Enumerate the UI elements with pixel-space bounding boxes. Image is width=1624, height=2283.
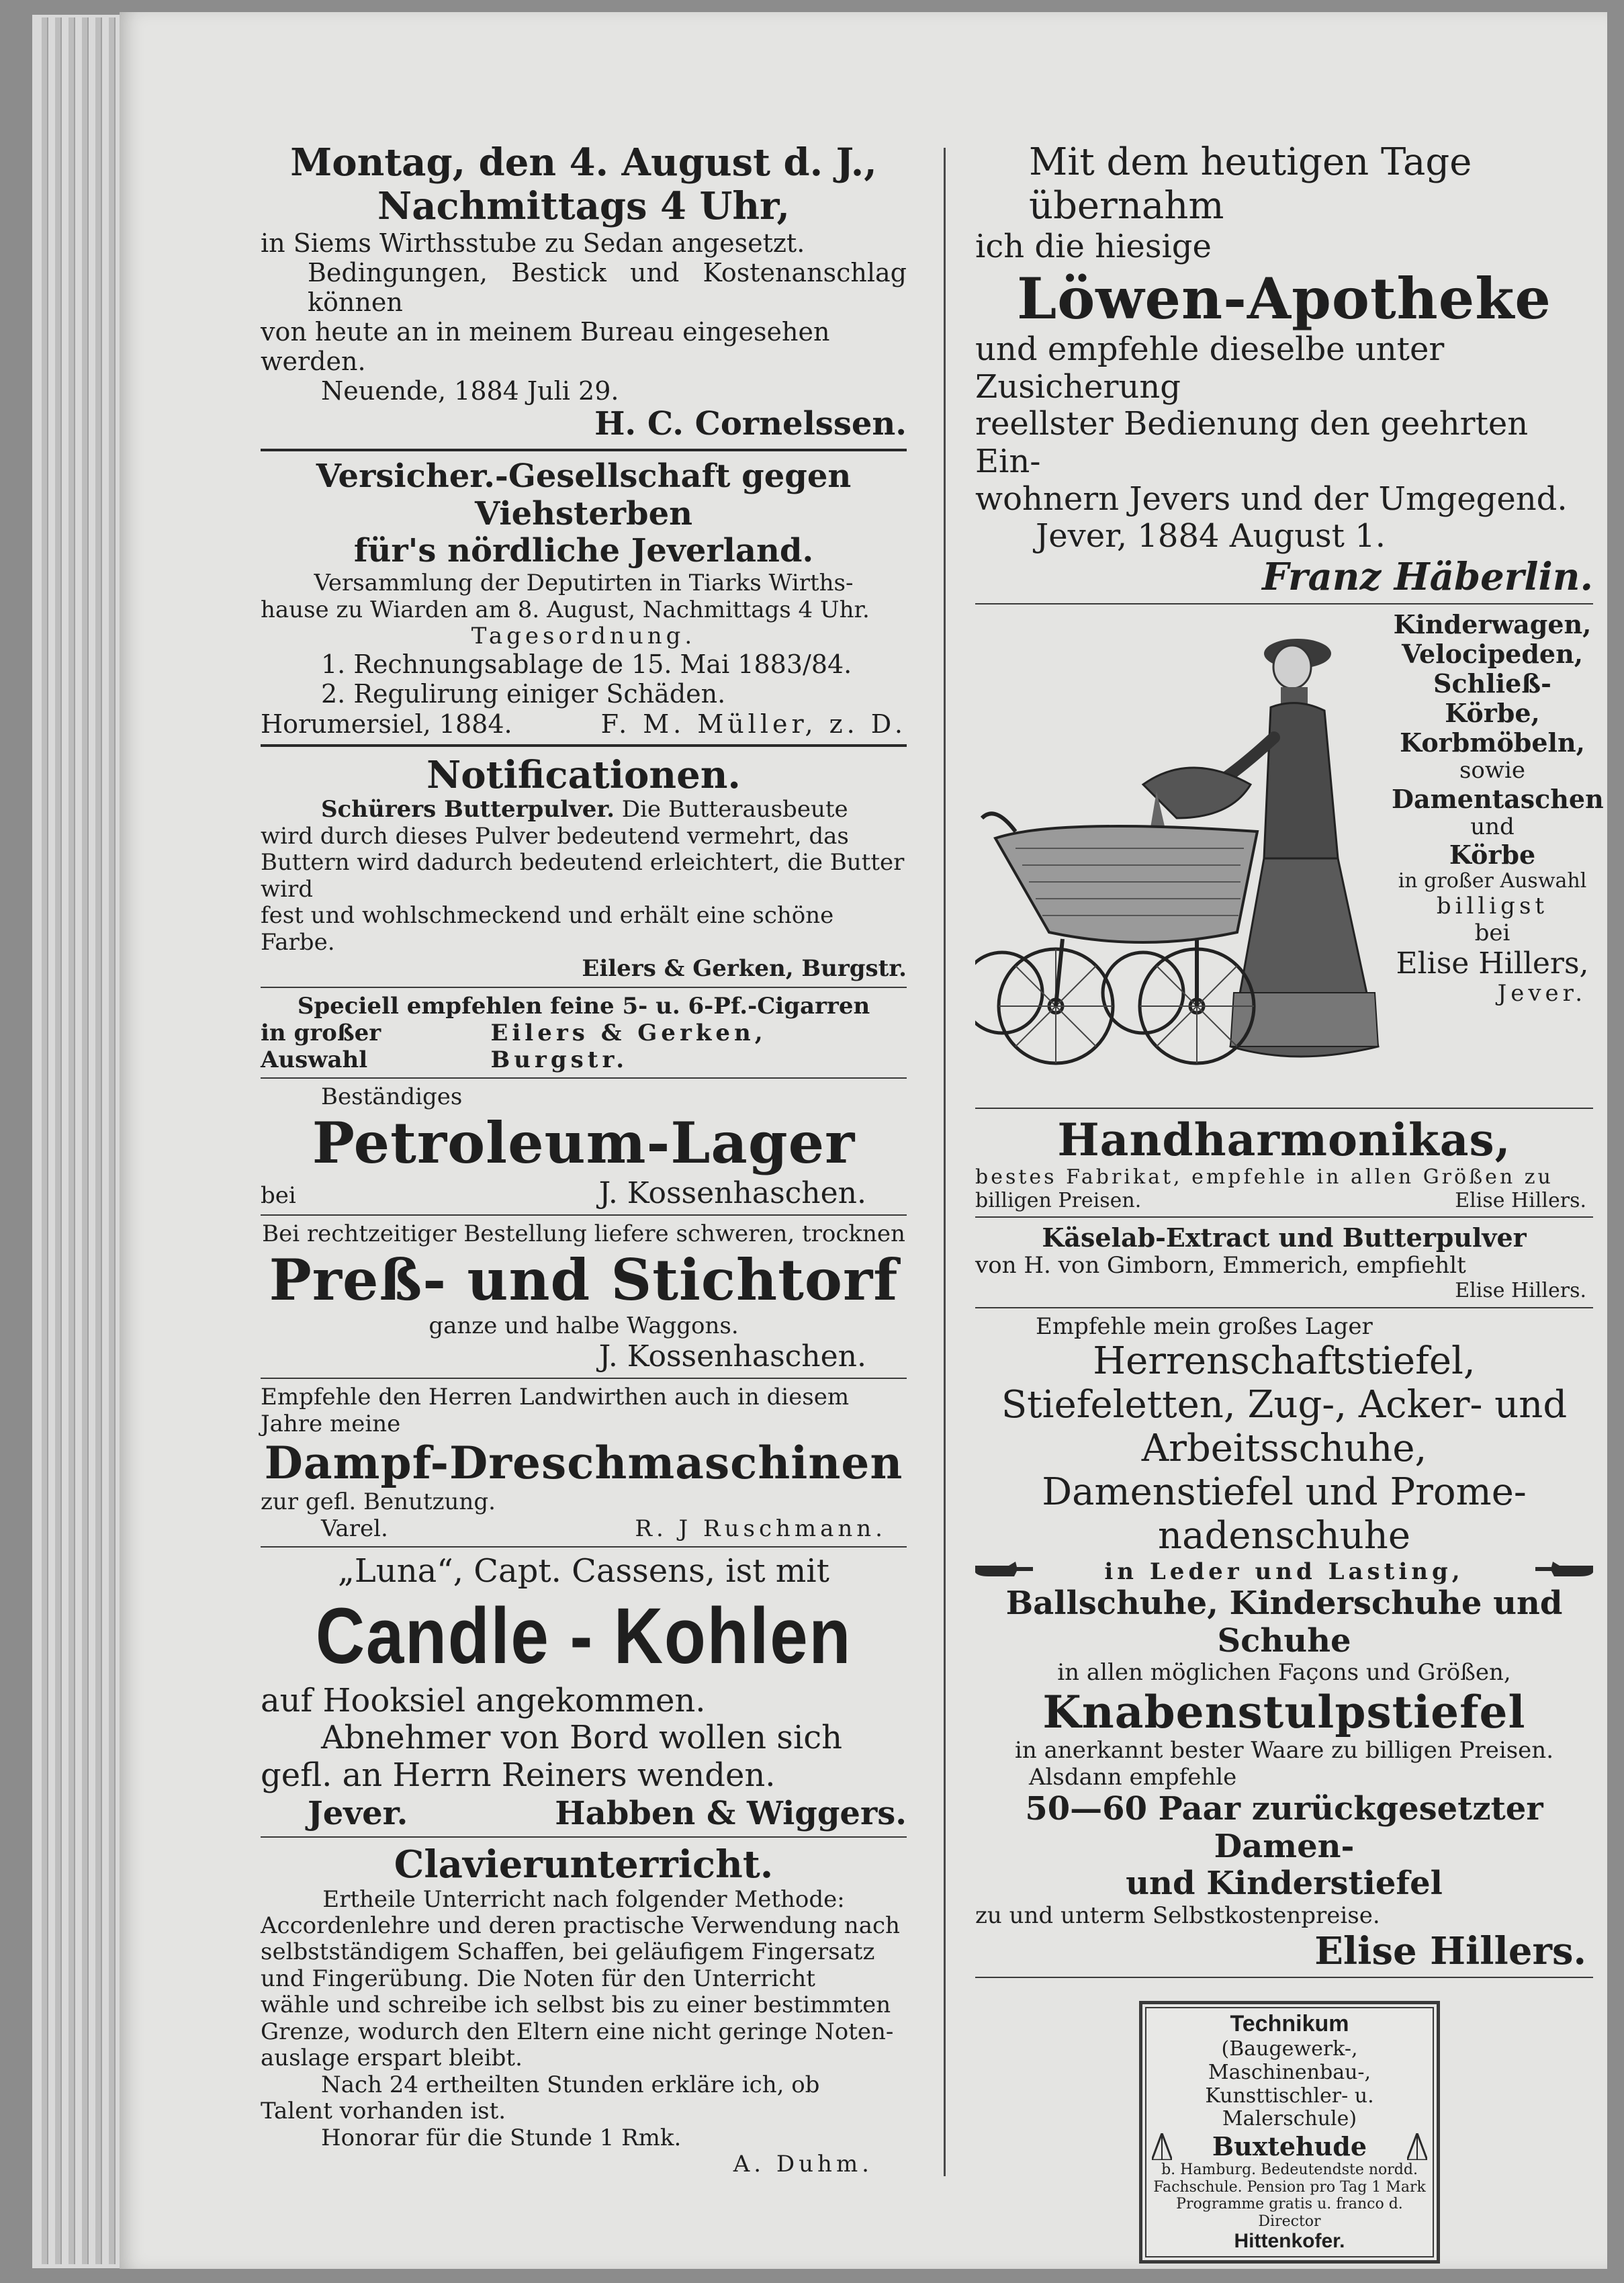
piano-title: Clavierunterricht. [394, 1842, 774, 1887]
piano-text: Grenze, wodurch den Eltern eine nicht geringe Noten- [261, 2018, 894, 2045]
rennet-text: von H. von Gimborn, Emmerich, empfiehlt [975, 1252, 1466, 1280]
piano-ad [261, 1843, 907, 2178]
boots-title: Herrenschaftstiefel, [1093, 1339, 1476, 1384]
peat-ad [261, 1221, 907, 1374]
pram-item: Schließ-Körbe, [1433, 668, 1551, 729]
piano-text: auslage erspart bleibt. [261, 2045, 523, 2072]
pram-text [1392, 609, 1604, 1008]
auction-text: Bedingungen, Bestick und Kostenanschlag können [308, 257, 907, 318]
page-edge [55, 17, 62, 2264]
technikum-text: Programme gratis u. franco d. Director [1176, 2196, 1403, 2230]
peat-text: Bei rechtzeitiger Bestellung liefere schweren, trocknen [262, 1220, 905, 1247]
technikum-director: Hittenkofer. [1234, 2230, 1345, 2253]
page-edge [69, 17, 75, 2264]
pram-place: Jever. [1497, 980, 1586, 1008]
threshing-place: Varel. [321, 1515, 388, 1543]
boots-title: Ballschuhe, Kinderschuhe und Schuhe [1005, 1584, 1563, 1660]
pharmacy-date: Jever, 1884 August 1. [1036, 517, 1386, 555]
divider [261, 744, 907, 747]
agenda-heading: Tagesordnung. [471, 622, 696, 650]
insurance-text: Versammlung der Deputirten in Tiarks Wirths- [314, 570, 854, 597]
page-edge [42, 17, 48, 2264]
petroleum-ad [261, 1084, 907, 1210]
divider [261, 987, 907, 988]
accordion-title: Handharmonikas, [1057, 1114, 1511, 1166]
peat-signature: J. Kossenhaschen. [598, 1339, 866, 1374]
boots-title: Stiefeletten, Zug-, Acker- und [1001, 1383, 1568, 1427]
divider [261, 1836, 907, 1838]
pram-text-line: und [1470, 813, 1515, 840]
boots-text: in Leder und Lasting, [1104, 1558, 1464, 1585]
peat-title: Preß- und Stichtorf [269, 1247, 899, 1314]
cigars-ad [261, 993, 907, 1073]
divider [975, 1108, 1593, 1109]
notifications-text: Buttern wird dadurch bedeutend erleichtert, die Butter wird [261, 849, 905, 903]
petroleum-at: bei [261, 1181, 296, 1209]
divider [261, 449, 907, 451]
boots-title: Knabenstulpstiefel [1042, 1685, 1526, 1738]
pram-text-line: sowie [1459, 757, 1525, 785]
boots-title: Damenstiefel und Prome- [1042, 1470, 1527, 1514]
technikum-city: Buxtehude [1212, 2131, 1367, 2162]
coal-text: auf Hooksiel angekommen. [261, 1681, 706, 1719]
peat-text: ganze und halbe Waggons. [428, 1312, 739, 1339]
insurance-signature: F. M. Müller, z. D. [600, 709, 907, 739]
technikum-ad [1139, 2001, 1440, 2263]
accordion-signature: Elise Hillers. [1455, 1189, 1586, 1213]
technikum-text: (Baugewerk-, Maschinenbau-, [1208, 2036, 1371, 2084]
piano-text: Accordenlehre und deren practische Verwendung nach [261, 1912, 900, 1940]
pram-illustration [975, 617, 1392, 1087]
rennet-ad [975, 1223, 1593, 1302]
piano-text: Nach 24 ertheilten Stunden erkläre ich, ob [321, 2071, 820, 2098]
pharmacy-text: reellster Bedienung den geehrten Ein- [975, 405, 1529, 481]
technikum-text: Fachschule. Pension pro Tag 1 Mark [1153, 2178, 1426, 2196]
technikum-emblem [1407, 2133, 1427, 2160]
auction-date-line: Neuende, 1884 Juli 29. [321, 376, 619, 406]
boots-title: Arbeitsschuhe, [1141, 1427, 1427, 1470]
pram-name: Elise Hillers, [1396, 946, 1589, 981]
auction-text: von heute an in meinem Bureau eingesehen werden. [261, 317, 830, 377]
cigars-text: Speciell empfehlen feine 5- u. 6-Pf.-Cigarren [297, 992, 870, 1020]
pharmacy-signature: Franz Häberlin. [1262, 555, 1593, 600]
divider [975, 603, 1593, 605]
rennet-signature: Elise Hillers. [1455, 1278, 1586, 1302]
piano-text: Honorar für die Stunde 1 Rmk. [321, 2124, 682, 2151]
piano-text: wähle und schreibe ich selbst bis zu einer bestimmten [261, 1991, 891, 2019]
notifications-signature: Eilers & Gerken, Burgstr. [582, 955, 907, 983]
insurance-ad [261, 458, 907, 738]
pram-text-line: in großer Auswahl [1398, 869, 1587, 893]
threshing-text: Jahre meine [261, 1410, 401, 1437]
piano-text: Ertheile Unterricht nach folgender Methode: [322, 1885, 845, 1913]
notifications-text: Die Butterausbeute [614, 796, 848, 823]
boots-ad [975, 1314, 1593, 1973]
auction-ad [261, 141, 907, 443]
coal-text: „Luna“, Capt. Cassens, ist mit [338, 1552, 829, 1591]
auction-date: Montag, den 4. August d. J., [290, 140, 877, 185]
cigars-text: in großer Auswahl [261, 1019, 381, 1073]
rennet-title: Käselab-Extract und Butterpulver [1042, 1222, 1527, 1253]
boots-text: in allen möglichen Façons und Größen, [1057, 1659, 1511, 1687]
technikum-text: b. Hamburg. Bedeutendste nordd. [1161, 2161, 1418, 2179]
piano-text: Talent vorhanden ist. [261, 2098, 506, 2125]
pharmacy-text: ich die hiesige [975, 227, 1212, 265]
petroleum-signature: J. Kossenhaschen. [598, 1175, 866, 1210]
accordion-text: bestes Fabrikat, empfehle in allen Größen zu [975, 1165, 1553, 1189]
technikum-title: Technikum [1230, 2011, 1349, 2037]
divider [261, 1378, 907, 1379]
product-name: Schürers Butterpulver. [321, 796, 615, 823]
pharmacy-text: und empfehle dieselbe unter Zusicherung [975, 330, 1445, 406]
agenda-item: 2. Regulirung einiger Schäden. [321, 679, 726, 709]
boots-text: in anerkannt bester Waare zu billigen Preisen. [1014, 1737, 1554, 1764]
divider [975, 1307, 1593, 1308]
pharmacy-text: Mit dem heutigen Tage übernahm [1029, 140, 1472, 228]
pointing-hand-right-icon [975, 1562, 1033, 1579]
auction-text: in Siems Wirthsstube zu Sedan angesetzt. [261, 228, 805, 258]
threshing-text: Empfehle den Herren Landwirthen auch in diesem [261, 1384, 850, 1411]
divider [261, 1546, 907, 1548]
threshing-title: Dampf-Dreschmaschinen [264, 1437, 903, 1490]
divider [975, 1216, 1593, 1218]
technikum-emblem [1152, 2133, 1172, 2160]
boots-title: nadenschuhe [1158, 1513, 1410, 1558]
pharmacy-title: Löwen-Apotheke [1017, 265, 1551, 332]
threshing-text: zur gefl. Benutzung. [261, 1488, 496, 1515]
boots-text: Empfehle mein großes Lager [1036, 1312, 1373, 1340]
notifications-title: Notificationen. [426, 752, 741, 797]
boots-text: Alsdann empfehle [1029, 1763, 1237, 1791]
pharmacy-ad [975, 141, 1593, 599]
pram-item: Körbe [1449, 840, 1536, 870]
pram-item: Velocipeden, [1402, 639, 1583, 670]
coal-title: Candle - Kohlen [315, 1591, 852, 1681]
agenda-item: 1. Rechnungsablage de 15. Mai 1883/84. [321, 650, 852, 680]
coal-place: Jever. [308, 1794, 408, 1832]
pram-text-line: billigst [1436, 893, 1549, 920]
notifications-text: fest und wohlschmeckend und erhält eine schöne Farbe. [261, 902, 834, 956]
piano-text: selbstständigem Schaffen, bei geläufigem Fingersatz [261, 1938, 875, 1966]
page-edge [109, 17, 116, 2264]
right-column [975, 140, 1604, 2264]
cigars-signature: Eilers & Gerken, Burgstr. [490, 1019, 767, 1073]
insurance-title: Versicher.-Gesellschaft gegen Viehsterben [316, 457, 852, 533]
notifications-text: wird durch dieses Pulver bedeutend vermehrt, das [261, 822, 849, 850]
accordion-text: billigen Preisen. [975, 1189, 1142, 1213]
auction-signature: H. C. Cornelssen. [594, 405, 907, 443]
notifications-ad [261, 754, 907, 983]
petroleum-pre: Beständiges [321, 1083, 463, 1110]
boots-text: zu und unterm Selbstkostenpreise. [975, 1902, 1380, 1930]
petroleum-title: Petroleum-Lager [312, 1110, 856, 1177]
coal-text: Abnehmer von Bord wollen sich [321, 1719, 843, 1757]
threshing-ad [261, 1384, 907, 1542]
auction-time: Nachmittags 4 Uhr, [377, 183, 790, 228]
coal-ad [261, 1553, 907, 1832]
divider [975, 1977, 1593, 1978]
page-edge [82, 17, 89, 2264]
technikum-text: Kunsttischler- u. Malerschule) [1205, 2084, 1374, 2131]
boots-title: und Kinderstiefel [1126, 1865, 1443, 1903]
pharmacy-text: wohnern Jevers und der Umgegend. [975, 480, 1568, 518]
coal-signature: Habben & Wiggers. [555, 1794, 907, 1832]
coal-text: gefl. an Herrn Reiners wenden. [261, 1756, 776, 1794]
left-column [261, 141, 907, 2178]
pointing-hand-left-icon [1535, 1562, 1593, 1579]
insurance-text: hause zu Wiarden am 8. August, Nachmittags 4 Uhr. [261, 596, 870, 623]
insurance-title: für's nördliche Jeverland. [353, 532, 814, 570]
boots-signature: Elise Hillers. [1314, 1928, 1586, 1973]
piano-text: und Fingerübung. Die Noten für den Unterricht [261, 1965, 815, 1992]
pram-item: Korbmöbeln, [1400, 727, 1585, 758]
boots-title: 50—60 Paar zurückgesetzter Damen- [1025, 1790, 1543, 1865]
pram-item: Damentaschen [1392, 783, 1604, 814]
pram-item: Kinderwagen, [1393, 609, 1592, 639]
accordion-ad [975, 1114, 1593, 1212]
insurance-place: Horumersiel, 1884. [261, 709, 512, 739]
threshing-signature: R. J Ruschmann. [635, 1515, 887, 1543]
page-edge [95, 17, 102, 2264]
pram-text-line: bei [1474, 919, 1510, 946]
divider [261, 1077, 907, 1079]
pram-ad [975, 609, 1604, 1104]
column-separator [944, 148, 946, 2176]
divider [261, 1214, 907, 1216]
piano-signature: A. Duhm. [733, 2150, 873, 2178]
